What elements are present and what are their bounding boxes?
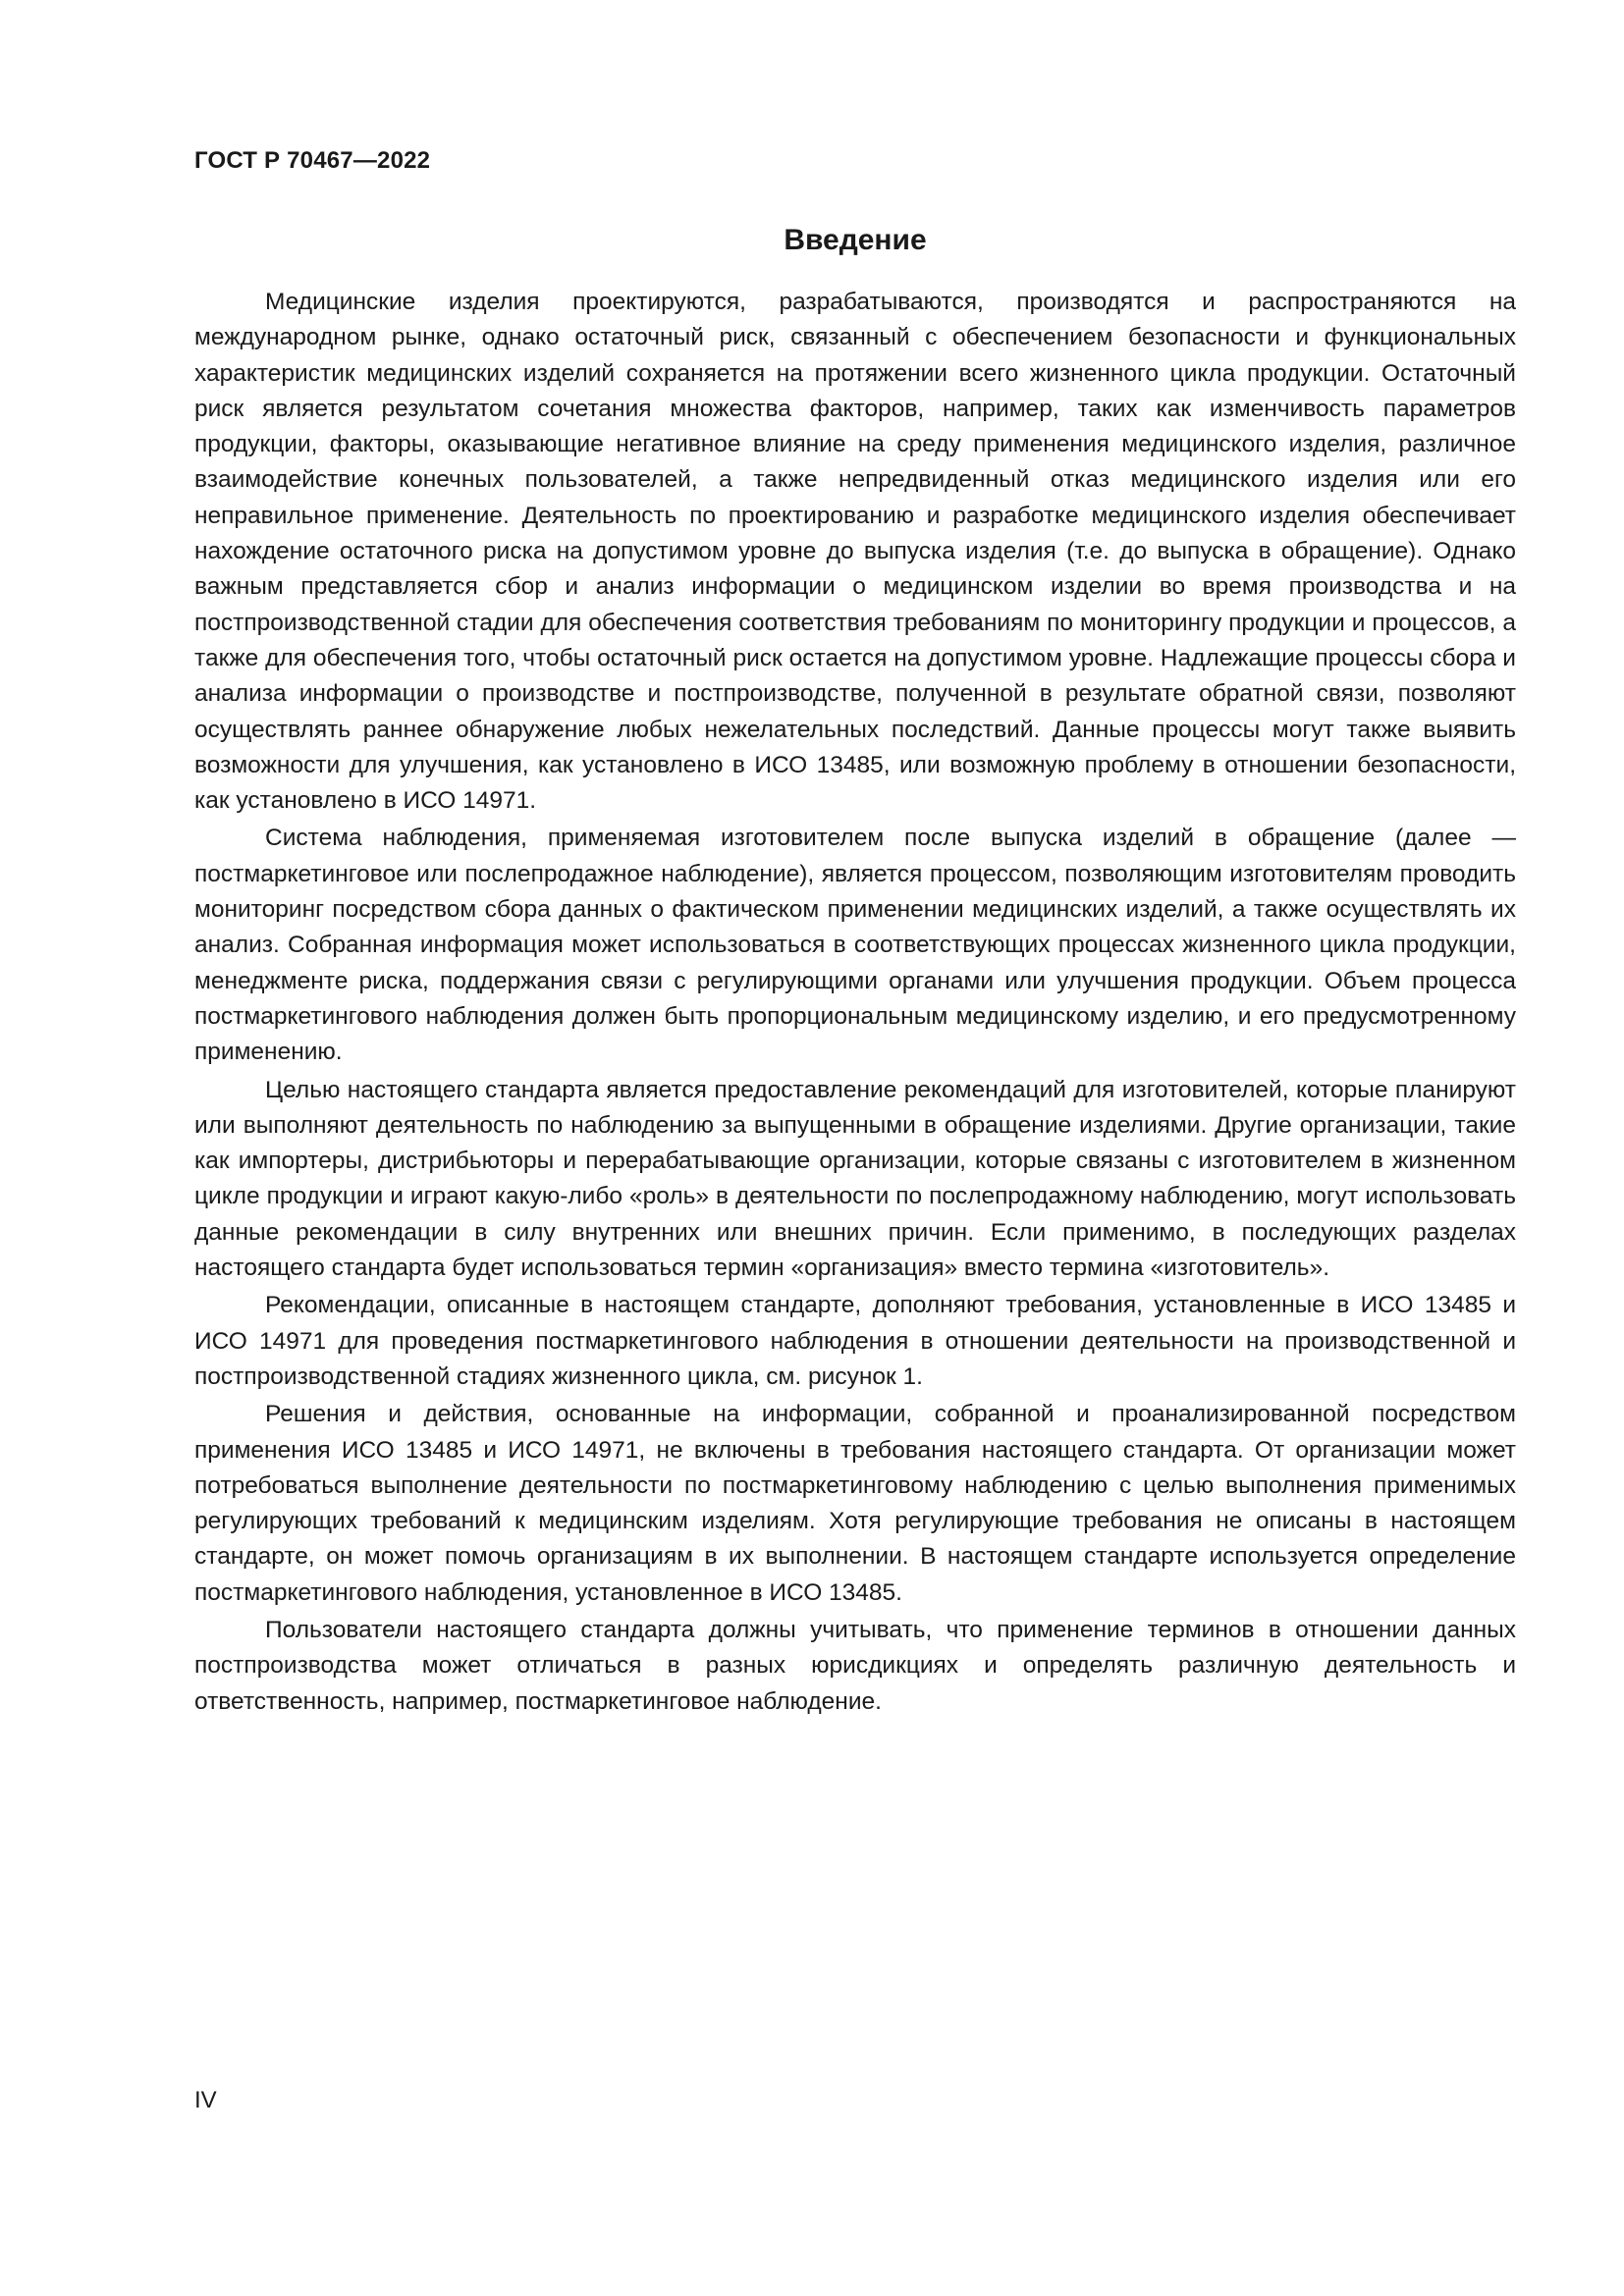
paragraph-1: Медицинские изделия проектируются, разрабатываются, производятся и распространяются на международном рынке, однако остаточный риск, связанный с обеспечением безопасности и функциональных характеристик медицинских изделий сохраняется на протяжении всего жизненного цикла продукции. Остаточный риск является результатом сочетания множества факторов, например, таких как изменчивость параметров продукции, факторы, оказывающие негативное влияние на среду применения медицинского изделия, различное взаимодействие конечных пользователей, а также непредвиденный отказ медицинского изделия или его неправильное применение. Деятельность по проектированию и разработке медицинского изделия обеспечивает нахождение остаточного риска на допустимом уровне до выпуска изделия (т.е. до выпуска в обращение). Однако важным представляется сбор и анализ информации о медицинском изделии во время производства и на постпроизводственной стадии для обеспечения соответствия требованиям по мониторингу продукции и процессов, а также для обеспечения того, чтобы остаточный риск остается на допустимом уровне. Надлежащие процессы сбора и анализа информации о производстве и постпроизводстве, полученной в результате обратной связи, позволяют осуществлять раннее обнаружение любых нежелательных последствий. Данные процессы могут также выявить возможности для улучшения, как установлено в ИСО 13485, или возможную проблему в отношении безопасности, как установлено в ИСО 14971. bbox=[194, 289, 1516, 815]
section-title: Введение bbox=[784, 224, 927, 256]
paragraph-4: Рекомендации, описанные в настоящем стандарте, дополняют требования, установленные в ИСО 13485 и ИСО 14971 для проведения постмаркетингового наблюдения в отношении деятельности на производственной и постпроизводственной стадиях жизненного цикла, см. рисунок 1. bbox=[194, 1292, 1516, 1390]
document-body bbox=[194, 285, 1516, 1722]
paragraph-3: Целью настоящего стандарта является предоставление рекомендаций для изготовителей, которые планируют или выполняют деятельность по наблюдению за выпущенными в обращение изделиями. Другие организации, такие как импортеры, дистрибьюторы и перерабатывающие организации, которые связаны с изготовителем в жизненном цикле продукции и играют какую-либо «роль» в деятельности по послепродажному наблюдению, могут использовать данные рекомендации в силу внутренних или внешних причин. Если применимо, в последующих разделах настоящего стандарта будет использоваться термин «организация» вместо термина «изготовитель». bbox=[194, 1076, 1516, 1282]
paragraph-6: Пользователи настоящего стандарта должны учитывать, что применение терминов в отношении данных постпроизводства может отличаться в разных юрисдикциях и определять различную деятельность и ответственность, например, постмаркетинговое наблюдение. bbox=[194, 1616, 1516, 1715]
page-number: IV bbox=[194, 2087, 217, 2113]
paragraph-5: Решения и действия, основанные на информации, собранной и проанализированной посредством применения ИСО 13485 и ИСО 14971, не включены в требования настоящего стандарта. От организации может потребоваться выполнение деятельности по постмаркетинговому наблюдению с целью выполнения применимых регулирующих требований к медицинским изделиям. Хотя регулирующие требования не описаны в настоящем стандарте, он может помочь организациям в их выполнении. В настоящем стандарте используется определение постмаркетингового наблюдения, установленное в ИСО 13485. bbox=[194, 1401, 1516, 1606]
standard-designation: ГОСТ Р 70467—2022 bbox=[194, 147, 431, 174]
paragraph-2: Система наблюдения, применяемая изготовителем после выпуска изделий в обращение (далее — постмаркетинговое или послепродажное наблюдение), является процессом, позволяющим изготовителям проводить мониторинг посредством сбора данных о фактическом применении медицинских изделий, а также осуществлять их анализ. Собранная информация может использоваться в соответствующих процессах жизненного цикла продукции, менеджменте риска, поддержания связи с регулирующими органами или улучшения продукции. Объем процесса постмаркетингового наблюдения должен быть пропорциональным медицинскому изделию, и его предусмотренному применению. bbox=[194, 825, 1516, 1066]
